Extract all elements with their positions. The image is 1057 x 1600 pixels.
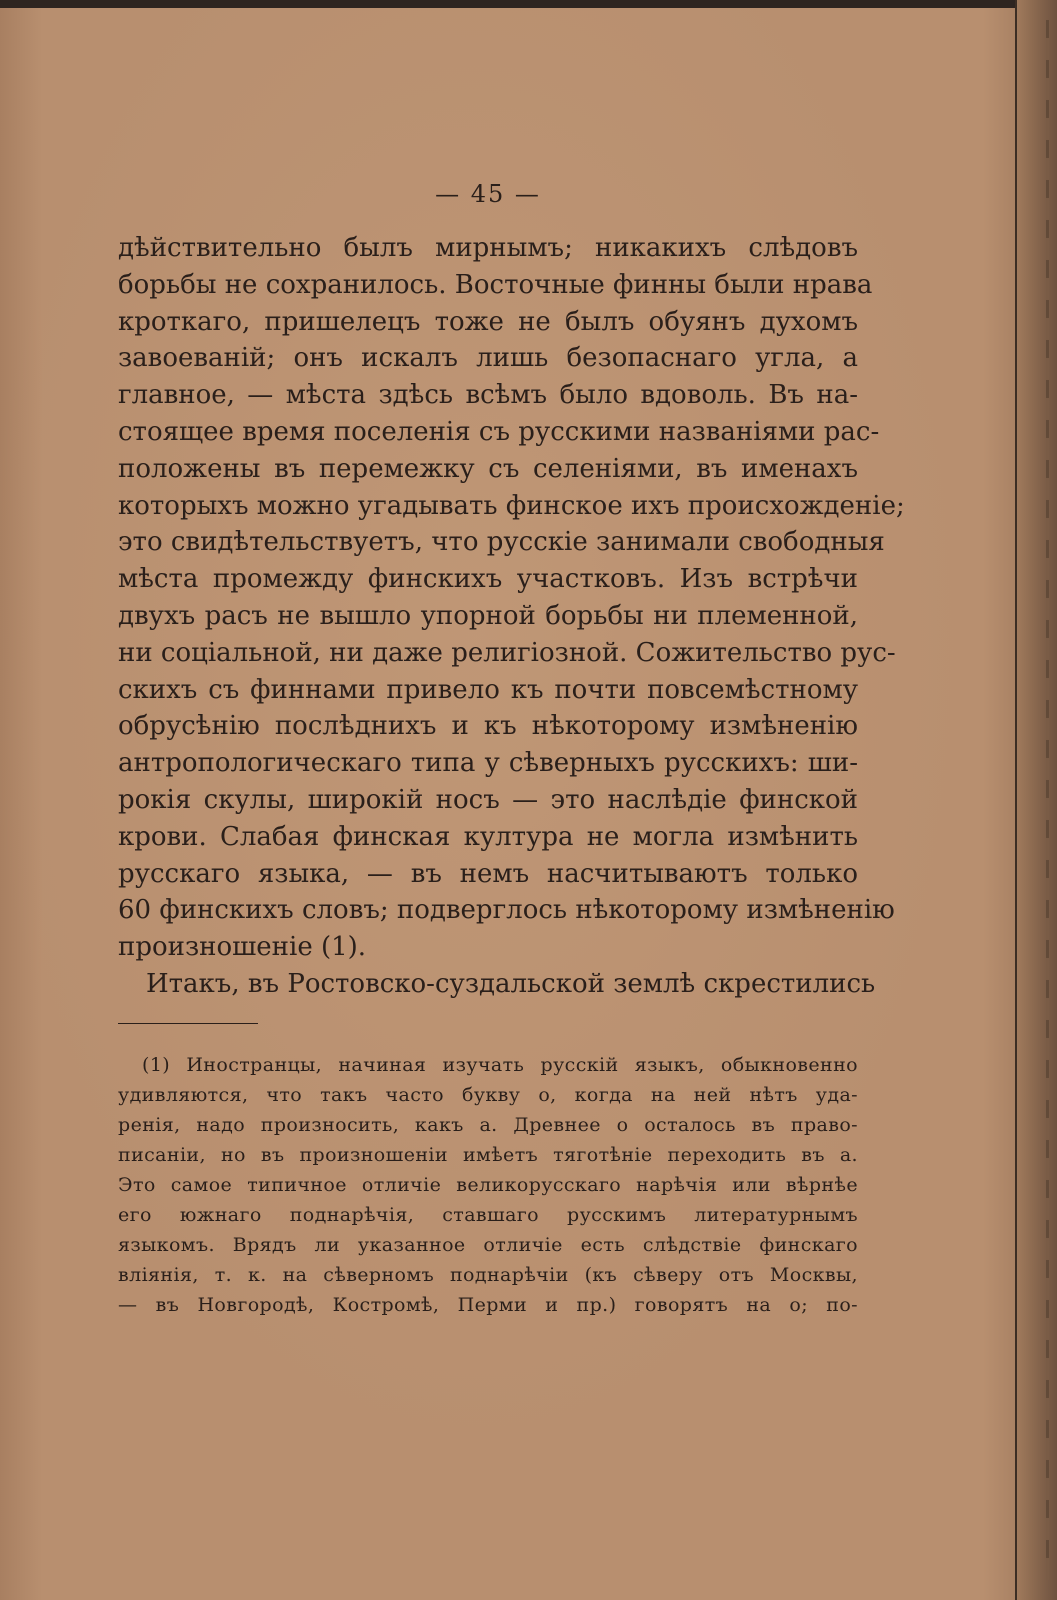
footnote-line: его южнаго поднарѣчiя, ставшаго русскимъ литературнымъ (118, 1203, 858, 1226)
footnote-line: — въ Новгородѣ, Костромѣ, Перми и пр.) говорятъ на о; по- (118, 1293, 858, 1316)
body-line: кроткаго, пришелецъ тоже не былъ обуянъ духомъ (118, 306, 858, 337)
footnote-line: Это самое типичное отличiе великорусскаго нарѣчiя или вѣрнѣе (118, 1173, 858, 1196)
body-line: положены въ перемежку съ селенiями, въ именахъ (118, 453, 858, 484)
body-line: главное, — мѣста здѣсь всѣмъ было вдоволь. Въ на- (118, 380, 858, 411)
footnote-line: удивляются, что такъ часто букву о, когда на ней нѣтъ уда- (118, 1083, 858, 1106)
body-line: рокiя скулы, широкiй носъ — это наслѣдiе финской (118, 784, 858, 815)
body-line: крови. Слабая финская култура не могла измѣнить (118, 821, 858, 852)
body-line-new-paragraph: Итакъ, въ Ростовско-суздальской землѣ скрестились (146, 968, 876, 999)
footnote-line: влiянiя, т. к. на сѣверномъ поднарѣчiи (къ сѣверу отъ Москвы, (118, 1263, 858, 1286)
page-stack-texture (1046, 20, 1049, 1580)
body-line: стоящее время поселенiя съ русскими названiями рас- (118, 416, 880, 447)
body-line: скихъ съ финнами привело къ почти повсемѣстному (118, 674, 858, 705)
body-line: русскаго языка, — въ немъ насчитываютъ только (118, 858, 858, 889)
page-number: — 45 — (435, 180, 541, 208)
body-line: дѣйствительно былъ мирнымъ; никакихъ слѣдовъ (118, 233, 858, 263)
body-line: ни соцiальной, ни даже религiозной. Сожительство рус- (118, 637, 896, 668)
page-top-edge (0, 0, 1057, 8)
body-line: это свидѣтельствуетъ, что русскiе занимали свободныя (118, 527, 885, 558)
footnote-line: писанiи, но въ произношенiи имѣетъ тяготѣнiе переходить въ а. (118, 1143, 858, 1166)
body-line: 60 финскихъ словъ; подверглось нѣкоторому измѣненiю (118, 895, 895, 926)
footnote-line: (1) Иностранцы, начиная изучать русскiй языкъ, обыкновенно (142, 1053, 858, 1076)
body-line: которыхъ можно угадывать финское ихъ происхожденiе; (118, 490, 905, 521)
body-line: двухъ расъ не вышло упорной борьбы ни племенной, (118, 600, 858, 631)
footnote-separator (118, 1023, 258, 1024)
body-line: обрусѣнiю послѣднихъ и къ нѣкоторому измѣненiю (118, 711, 858, 742)
text-block (118, 180, 905, 1320)
body-text (118, 230, 905, 1003)
book-fore-edge (1015, 0, 1057, 1600)
body-line: завоеванiй; онъ искалъ лишь безопаснаго угла, а (118, 343, 858, 374)
footnote-line: языкомъ. Врядъ ли указанное отличiе есть слѣдствiе финскаго (118, 1233, 858, 1256)
footnote-line: ренiя, надо произносить, какъ а. Древнее о осталось въ право- (118, 1113, 858, 1136)
body-line: борьбы не сохранилось. Восточные финны были нрава (118, 269, 873, 300)
body-line: антропологическаго типа у сѣверныхъ русскихъ: ши- (118, 748, 858, 779)
body-line: мѣста промежду финскихъ участковъ. Изъ встрѣчи (118, 564, 858, 595)
body-line: произношенiе (1). (118, 932, 367, 963)
footnote (118, 1050, 858, 1320)
